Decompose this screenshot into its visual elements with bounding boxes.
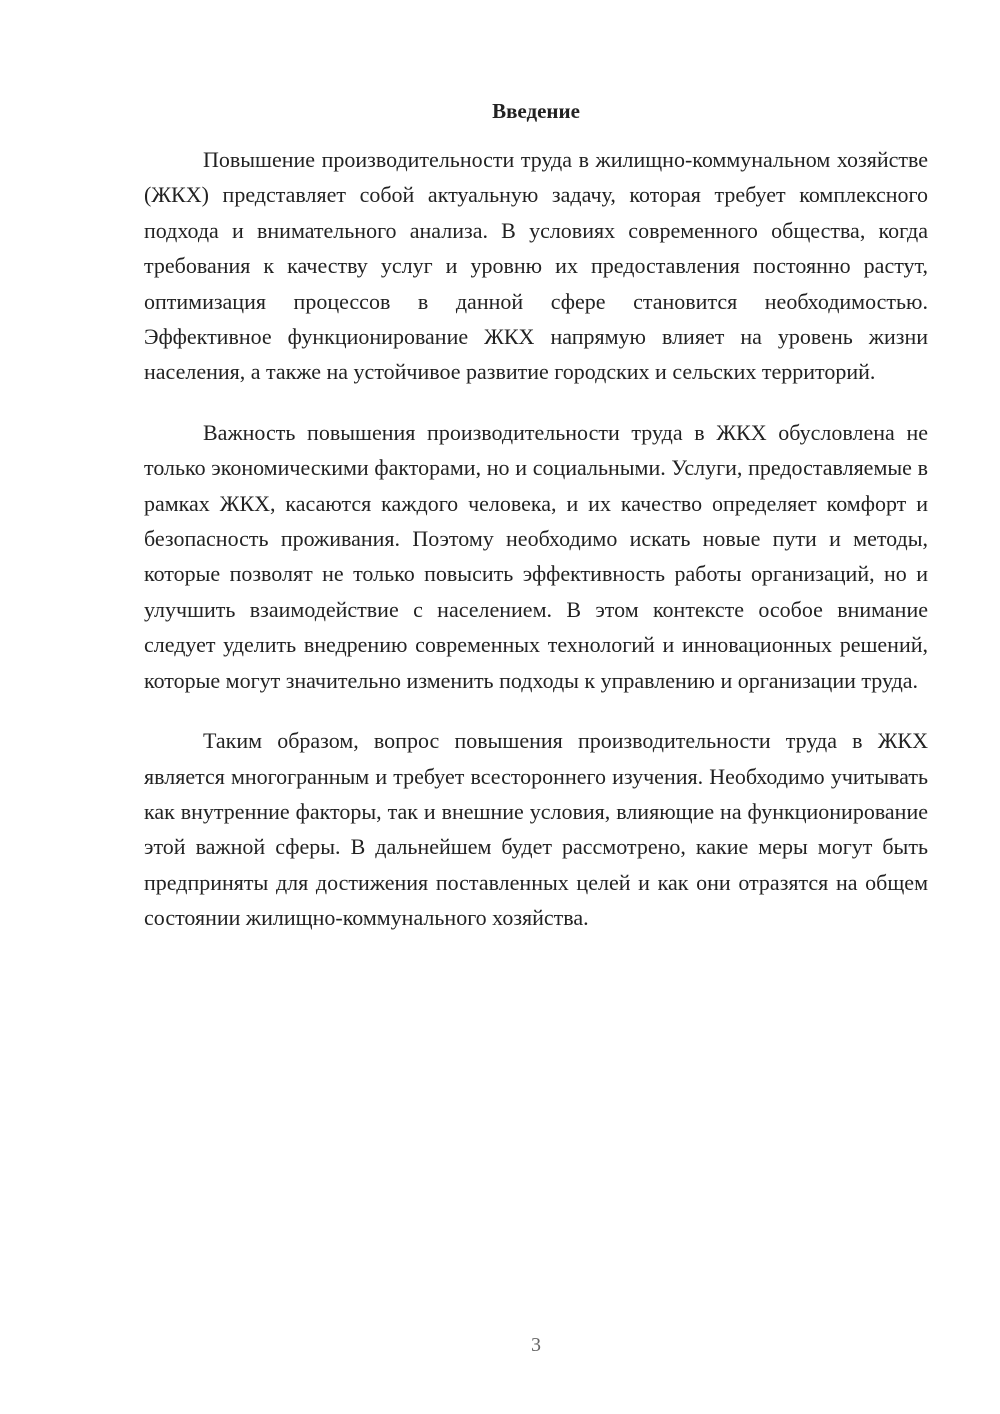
page-content: [144, 96, 928, 961]
page-number: 3: [531, 1334, 541, 1356]
paragraph-3: Таким образом, вопрос повышения производительности труда в ЖКХ является многогранным и требует всестороннего изучения. Необходимо учитывать как внутренние факторы, так и внешние условия, влияющие на функционирование этой важной сферы. В дальнейшем будет рассмотрено, какие меры могут быть предприняты для достижения поставленных целей и как они отразятся на общем состоянии жилищно-коммунального хозяйства.: [144, 728, 928, 931]
paragraph-2: Важность повышения производительности труда в ЖКХ обусловлена не только экономическими факторами, но и социальными. Услуги, предоставляемые в рамках ЖКХ, касаются каждого человека, и их качество определяет комфорт и безопасность проживания. Поэтому необходимо искать новые пути и методы, которые позволят не только повысить эффективность работы организаций, но и улучшить взаимодействие с населением. В этом контексте особое внимание следует уделить внедрению современных технологий и инновационных решений, которые могут значительно изменить подходы к управлению и организации труда.: [144, 419, 928, 693]
paragraph-1: Повышение производительности труда в жилищно-коммунальном хозяйстве (ЖКХ) представляет собой актуальную задачу, которая требует комплексного подхода и внимательного анализа. В условиях современного общества, когда требования к качеству услуг и уровню их предоставления постоянно растут, оптимизация процессов в данной сфере становится необходимостью. Эффективное функционирование ЖКХ напрямую влияет на уровень жизни населения, а также на устойчивое развитие городских и сельских территорий.: [144, 147, 928, 385]
section-title: Введение: [492, 99, 580, 123]
